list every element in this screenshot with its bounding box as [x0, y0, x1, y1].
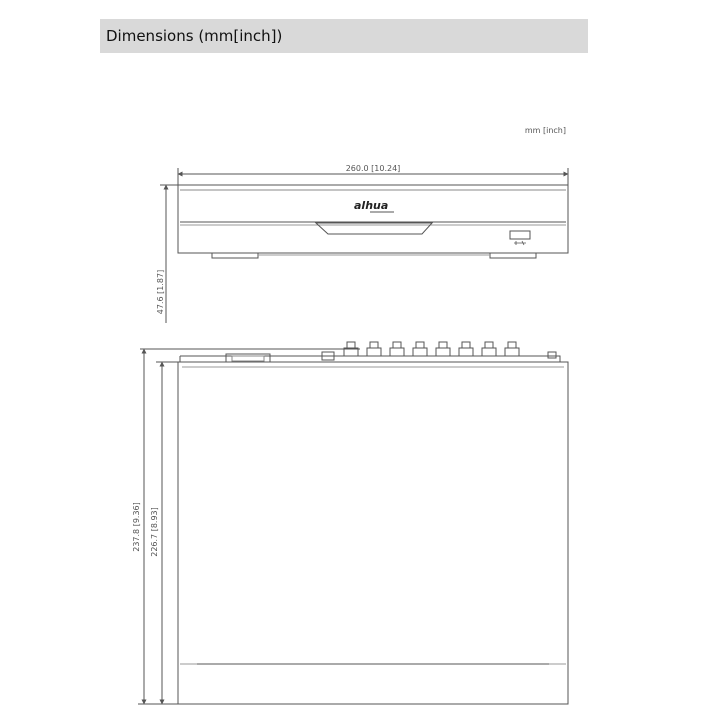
bnc-connector — [436, 342, 450, 356]
vga-port-inner — [232, 356, 264, 361]
bnc-connector — [390, 342, 404, 356]
front-foot-left — [212, 253, 258, 258]
top-inner-depth-label: 226.7 [8.93] — [150, 507, 159, 557]
front-width-label: 260.0 [10.24] — [345, 164, 401, 173]
bnc-connector — [367, 342, 381, 356]
front-panel-outline — [178, 185, 568, 253]
brand-logo: alhua — [354, 199, 389, 212]
usb-icon — [514, 241, 526, 245]
bnc-connector — [459, 342, 473, 356]
front-height-label: 47.6 [1.87] — [156, 269, 165, 315]
front-foot-right — [490, 253, 536, 258]
units-label: mm [inch] — [524, 126, 566, 135]
bnc-connector — [482, 342, 496, 356]
top-view — [138, 342, 568, 704]
bnc-connector — [505, 342, 519, 356]
ground-terminal — [548, 352, 556, 358]
front-view — [160, 168, 568, 323]
usb-port — [510, 231, 530, 239]
top-body-outline — [178, 362, 568, 704]
bnc-connector — [413, 342, 427, 356]
top-outer-depth-label: 237.8 [9.36] — [132, 502, 141, 552]
section-title: Dimensions (mm[inch]) — [106, 27, 283, 45]
